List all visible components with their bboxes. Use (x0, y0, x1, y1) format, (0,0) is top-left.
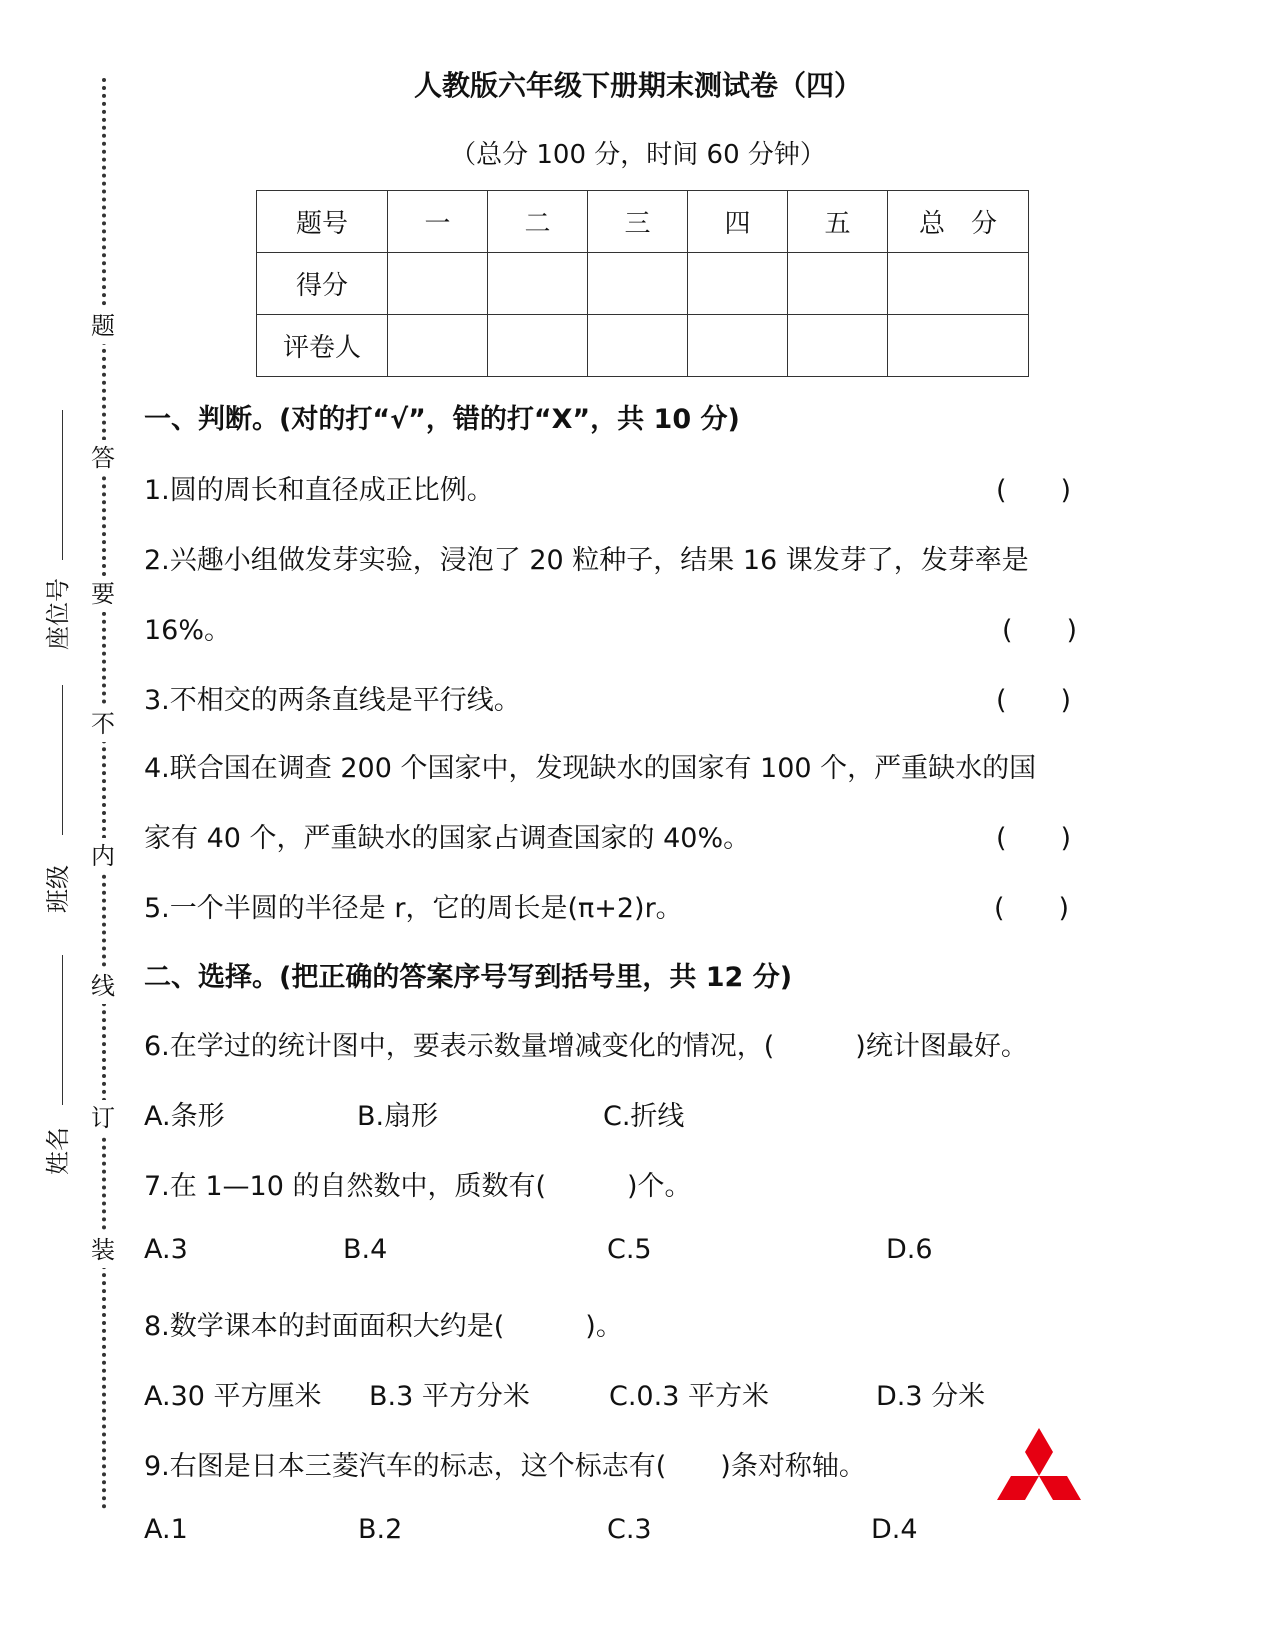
score-table (256, 190, 1029, 377)
question-7: 7.在 1—10 的自然数中，质数有( )个。 (144, 1171, 692, 1202)
q9-option-d: D.4 (871, 1514, 918, 1545)
q9-option-a: A.1 (144, 1514, 188, 1545)
grader-row-label: 评卷人 (257, 315, 388, 377)
header-cell-2: 二 (488, 191, 588, 253)
question-2-cont: 16%。 (144, 615, 232, 646)
mitsubishi-logo-icon (988, 1428, 1090, 1520)
binding-dotted-line (102, 78, 106, 1510)
q9-option-c: C.3 (607, 1514, 652, 1545)
grader-cell[interactable] (788, 315, 888, 377)
header-cell-1: 一 (388, 191, 488, 253)
seal-word: 线 (88, 968, 118, 1004)
answer-blank-1[interactable]: ( ) (996, 475, 1072, 506)
question-8: 8.数学课本的封面面积大约是( )。 (144, 1311, 623, 1342)
score-cell[interactable] (388, 253, 488, 315)
seal-word: 答 (88, 440, 118, 476)
seal-word: 要 (88, 576, 118, 612)
score-cell[interactable] (888, 253, 1029, 315)
seal-word: 订 (88, 1100, 118, 1136)
score-cell[interactable] (788, 253, 888, 315)
answer-blank-2[interactable]: ( ) (1002, 615, 1078, 646)
q6-option-b: B.扇形 (357, 1101, 439, 1132)
question-4-cont: 家有 40 个，严重缺水的国家占调查国家的 40%。 (144, 823, 751, 854)
question-5: 5.一个半圆的半径是 r，它的周长是(π+2)r。 (144, 893, 683, 924)
seal-word: 不 (88, 706, 118, 742)
class-blank[interactable] (62, 685, 63, 835)
answer-blank-5[interactable]: ( ) (994, 893, 1070, 924)
grader-cell[interactable] (588, 315, 688, 377)
question-9: 9.右图是日本三菱汽车的标志，这个标志有( )条对称轴。 (144, 1451, 866, 1482)
seal-word: 题 (88, 308, 118, 344)
q6-option-c: C.折线 (603, 1101, 685, 1132)
name-label: 姓名 (44, 1127, 72, 1175)
score-row (257, 253, 1029, 315)
section1-heading: 一、判断。(对的打“√”，错的打“X”，共 10 分) (144, 404, 740, 435)
score-cell[interactable] (588, 253, 688, 315)
seat-number-label: 座位号 (44, 578, 72, 650)
score-table-header-row (257, 191, 1029, 253)
q8-option-a: A.30 平方厘米 (144, 1381, 322, 1412)
answer-blank-4[interactable]: ( ) (996, 823, 1072, 854)
question-6: 6.在学过的统计图中，要表示数量增减变化的情况，( )统计图最好。 (144, 1031, 1028, 1062)
q6-option-a: A.条形 (144, 1101, 225, 1132)
question-3: 3.不相交的两条直线是平行线。 (144, 685, 521, 716)
q8-option-d: D.3 分米 (876, 1381, 986, 1412)
page-subtitle: （总分 100 分，时间 60 分钟） (450, 140, 826, 170)
score-cell[interactable] (488, 253, 588, 315)
header-cell-number: 题号 (257, 191, 388, 253)
grader-row (257, 315, 1029, 377)
seal-word: 内 (88, 838, 118, 874)
score-row-label: 得分 (257, 253, 388, 315)
header-cell-3: 三 (588, 191, 688, 253)
answer-blank-3[interactable]: ( ) (996, 685, 1072, 716)
name-blank[interactable] (62, 955, 63, 1105)
score-cell[interactable] (688, 253, 788, 315)
header-cell-total: 总 分 (888, 191, 1029, 253)
grader-cell[interactable] (688, 315, 788, 377)
q9-option-b: B.2 (358, 1514, 403, 1545)
question-4: 4.联合国在调查 200 个国家中，发现缺水的国家有 100 个，严重缺水的国 (144, 753, 1037, 784)
q8-option-b: B.3 平方分米 (369, 1381, 530, 1412)
grader-cell[interactable] (888, 315, 1029, 377)
q7-option-d: D.6 (886, 1234, 933, 1265)
question-1: 1.圆的周长和直径成正比例。 (144, 475, 494, 506)
q7-option-a: A.3 (144, 1234, 188, 1265)
grader-cell[interactable] (488, 315, 588, 377)
header-cell-5: 五 (788, 191, 888, 253)
seat-number-blank[interactable] (62, 410, 63, 560)
q7-option-b: B.4 (343, 1234, 388, 1265)
q8-option-c: C.0.3 平方米 (609, 1381, 769, 1412)
section2-heading: 二、选择。(把正确的答案序号写到括号里，共 12 分) (144, 962, 793, 993)
class-label: 班级 (44, 865, 72, 913)
seal-word: 装 (88, 1232, 118, 1268)
q7-option-c: C.5 (607, 1234, 652, 1265)
header-cell-4: 四 (688, 191, 788, 253)
question-2: 2.兴趣小组做发芽实验，浸泡了 20 粒种子，结果 16 课发芽了，发芽率是 (144, 545, 1029, 576)
grader-cell[interactable] (388, 315, 488, 377)
page-title: 人教版六年级下册期末测试卷（四） (413, 69, 862, 102)
